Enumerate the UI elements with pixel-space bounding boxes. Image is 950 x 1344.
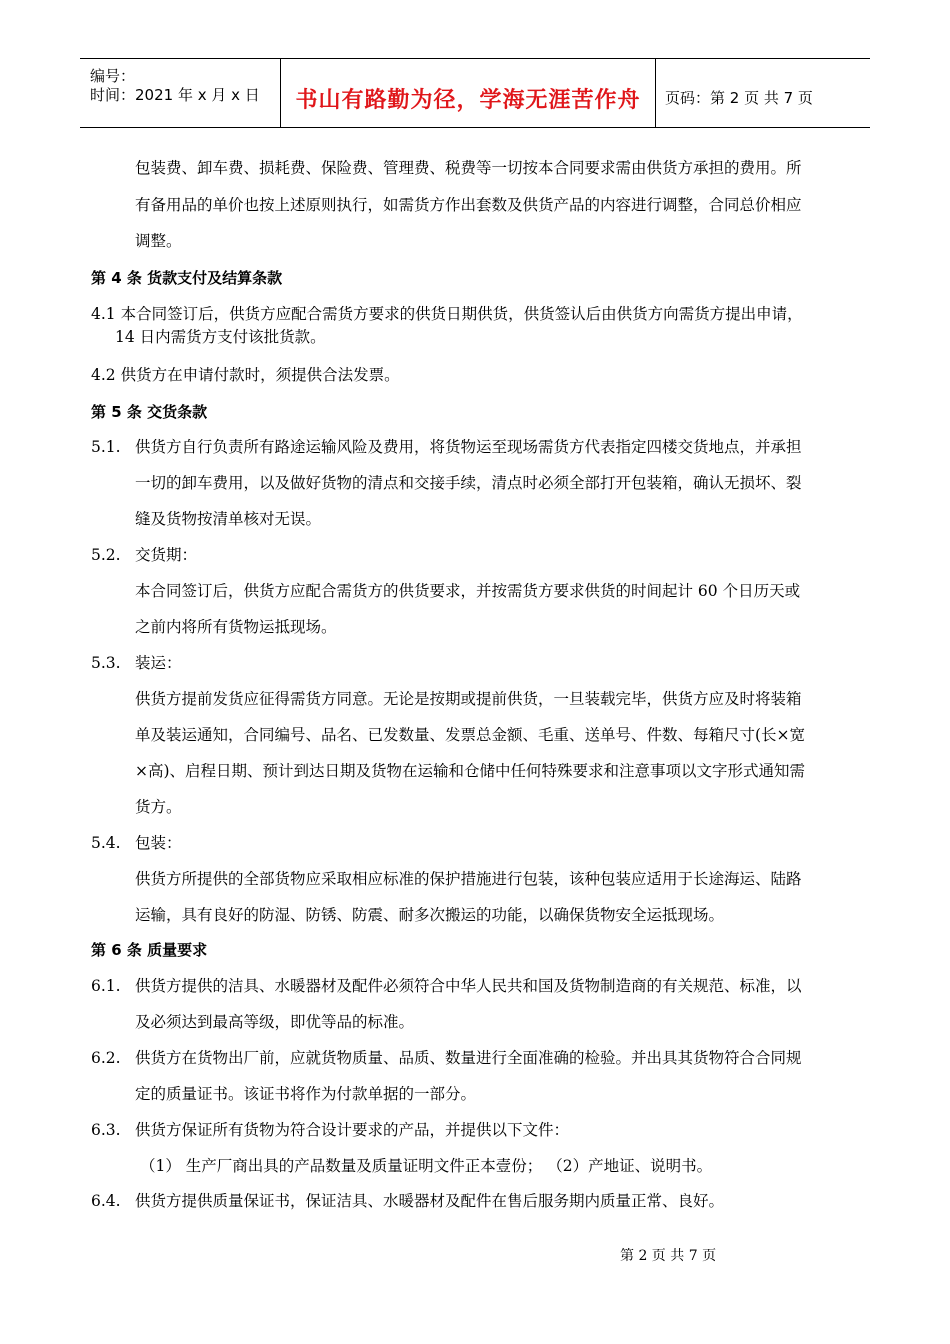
document-date: 时间：2021 年 x 月 x 日	[90, 86, 260, 104]
clause-6-2: 供货方在货物出厂前，应就货物质量、品质、数量进行全面准确的检验。并出具其货物符合合同规	[135, 1049, 802, 1067]
header-page-cell	[655, 59, 870, 127]
clause-number: 6.2.	[91, 1049, 121, 1067]
clause-6-1-cont: 及必须达到最高等级，即优等品的标准。	[135, 1013, 415, 1031]
document-number: 编号：	[90, 67, 136, 85]
clause-5-3-cont: ×高)、启程日期、预计到达日期及货物在运输和仓储中任何特殊要求和注意事项以文字形式通知需	[135, 762, 806, 780]
header-motto-cell	[280, 59, 656, 127]
clause-number: 5.4.	[91, 834, 121, 852]
paragraph-line: 调整。	[135, 232, 182, 250]
page-header	[80, 58, 870, 128]
paragraph-line: 包装费、卸车费、损耗费、保险费、管理费、税费等一切按本合同要求需由供货方承担的费用。所	[135, 159, 802, 177]
clause-6-4: 供货方提供质量保证书，保证洁具、水暖器材及配件在售后服务期内质量正常、良好。	[135, 1192, 725, 1210]
section-heading-4: 第 4 条 货款支付及结算条款	[91, 269, 283, 287]
motto: 书山有路勤为径，学海无涯苦作舟	[295, 88, 641, 113]
clause-4-2: 4.2 供货方在申请付款时，须提供合法发票。	[91, 366, 400, 384]
clause-number: 6.4.	[91, 1192, 121, 1210]
clause-5-3: 供货方提前发货应征得需货方同意。无论是按期或提前供货，一旦装载完毕，供货方应及时将装箱	[135, 690, 802, 708]
clause-6-1: 供货方提供的洁具、水暖器材及配件必须符合中华人民共和国及货物制造商的有关规范、标准，以	[135, 977, 802, 995]
clause-number: 5.2.	[91, 546, 121, 564]
clause-5-1-cont: 缝及货物按清单核对无误。	[135, 510, 322, 528]
header-info-cell	[80, 59, 280, 127]
clause-5-4-title: 包装：	[135, 834, 182, 852]
section-heading-6: 第 6 条 质量要求	[91, 941, 208, 959]
clause-5-1-cont: 一切的卸车费用，以及做好货物的清点和交接手续，清点时必须全部打开包装箱，确认无损坏、裂	[135, 474, 802, 492]
clause-number: 5.1.	[91, 438, 121, 456]
clause-5-2: 本合同签订后，供货方应配合需货方的供货要求，并按需货方要求供货的时间起计 60 个日历天或	[135, 582, 801, 600]
clause-5-3-cont: 货方。	[135, 798, 182, 816]
clause-5-4: 供货方所提供的全部货物应采取相应标准的保护措施进行包装，该种包装应适用于长途海运、陆路	[135, 870, 802, 888]
clause-5-1: 供货方自行负责所有路途运输风险及费用，将货物运至现场需货方代表指定四楼交货地点，并承担	[135, 438, 802, 456]
header-page-info: 页码：第 2 页 共 7 页	[665, 89, 813, 107]
clause-6-3-items: （1） 生产厂商出具的产品数量及质量证明文件正本壹份； （2）产地证、说明书。	[140, 1157, 713, 1175]
clause-6-2-cont: 定的质量证书。该证书将作为付款单据的一部分。	[135, 1085, 477, 1103]
section-heading-5: 第 5 条 交货条款	[91, 403, 208, 421]
clause-4-1: 4.1 本合同签订后，供货方应配合需货方要求的供货日期供货，供货签认后由供货方向需货方提出申请，	[91, 305, 803, 323]
clause-5-4-cont: 运输，具有良好的防湿、防锈、防震、耐多次搬运的功能，以确保货物安全运抵现场。	[135, 906, 725, 924]
clause-number: 5.3.	[91, 654, 121, 672]
paragraph-line: 有备用品的单价也按上述原则执行，如需货方作出套数及供货产品的内容进行调整，合同总价相应	[135, 196, 802, 214]
clause-4-1-cont: 14 日内需货方支付该批货款。	[115, 328, 326, 346]
clause-5-3-title: 装运：	[135, 654, 182, 672]
clause-5-2-title: 交货期：	[135, 546, 198, 564]
clause-number: 6.3.	[91, 1121, 121, 1139]
footer-page-number: 第 2 页 共 7 页	[620, 1248, 717, 1264]
clause-6-3: 供货方保证所有货物为符合设计要求的产品，并提供以下文件：	[135, 1121, 570, 1139]
clause-number: 6.1.	[91, 977, 121, 995]
clause-5-3-cont: 单及装运通知，合同编号、品名、已发数量、发票总金额、毛重、送单号、件数、每箱尺寸(长×宽	[135, 726, 806, 744]
clause-5-2-cont: 之前内将所有货物运抵现场。	[135, 618, 337, 636]
